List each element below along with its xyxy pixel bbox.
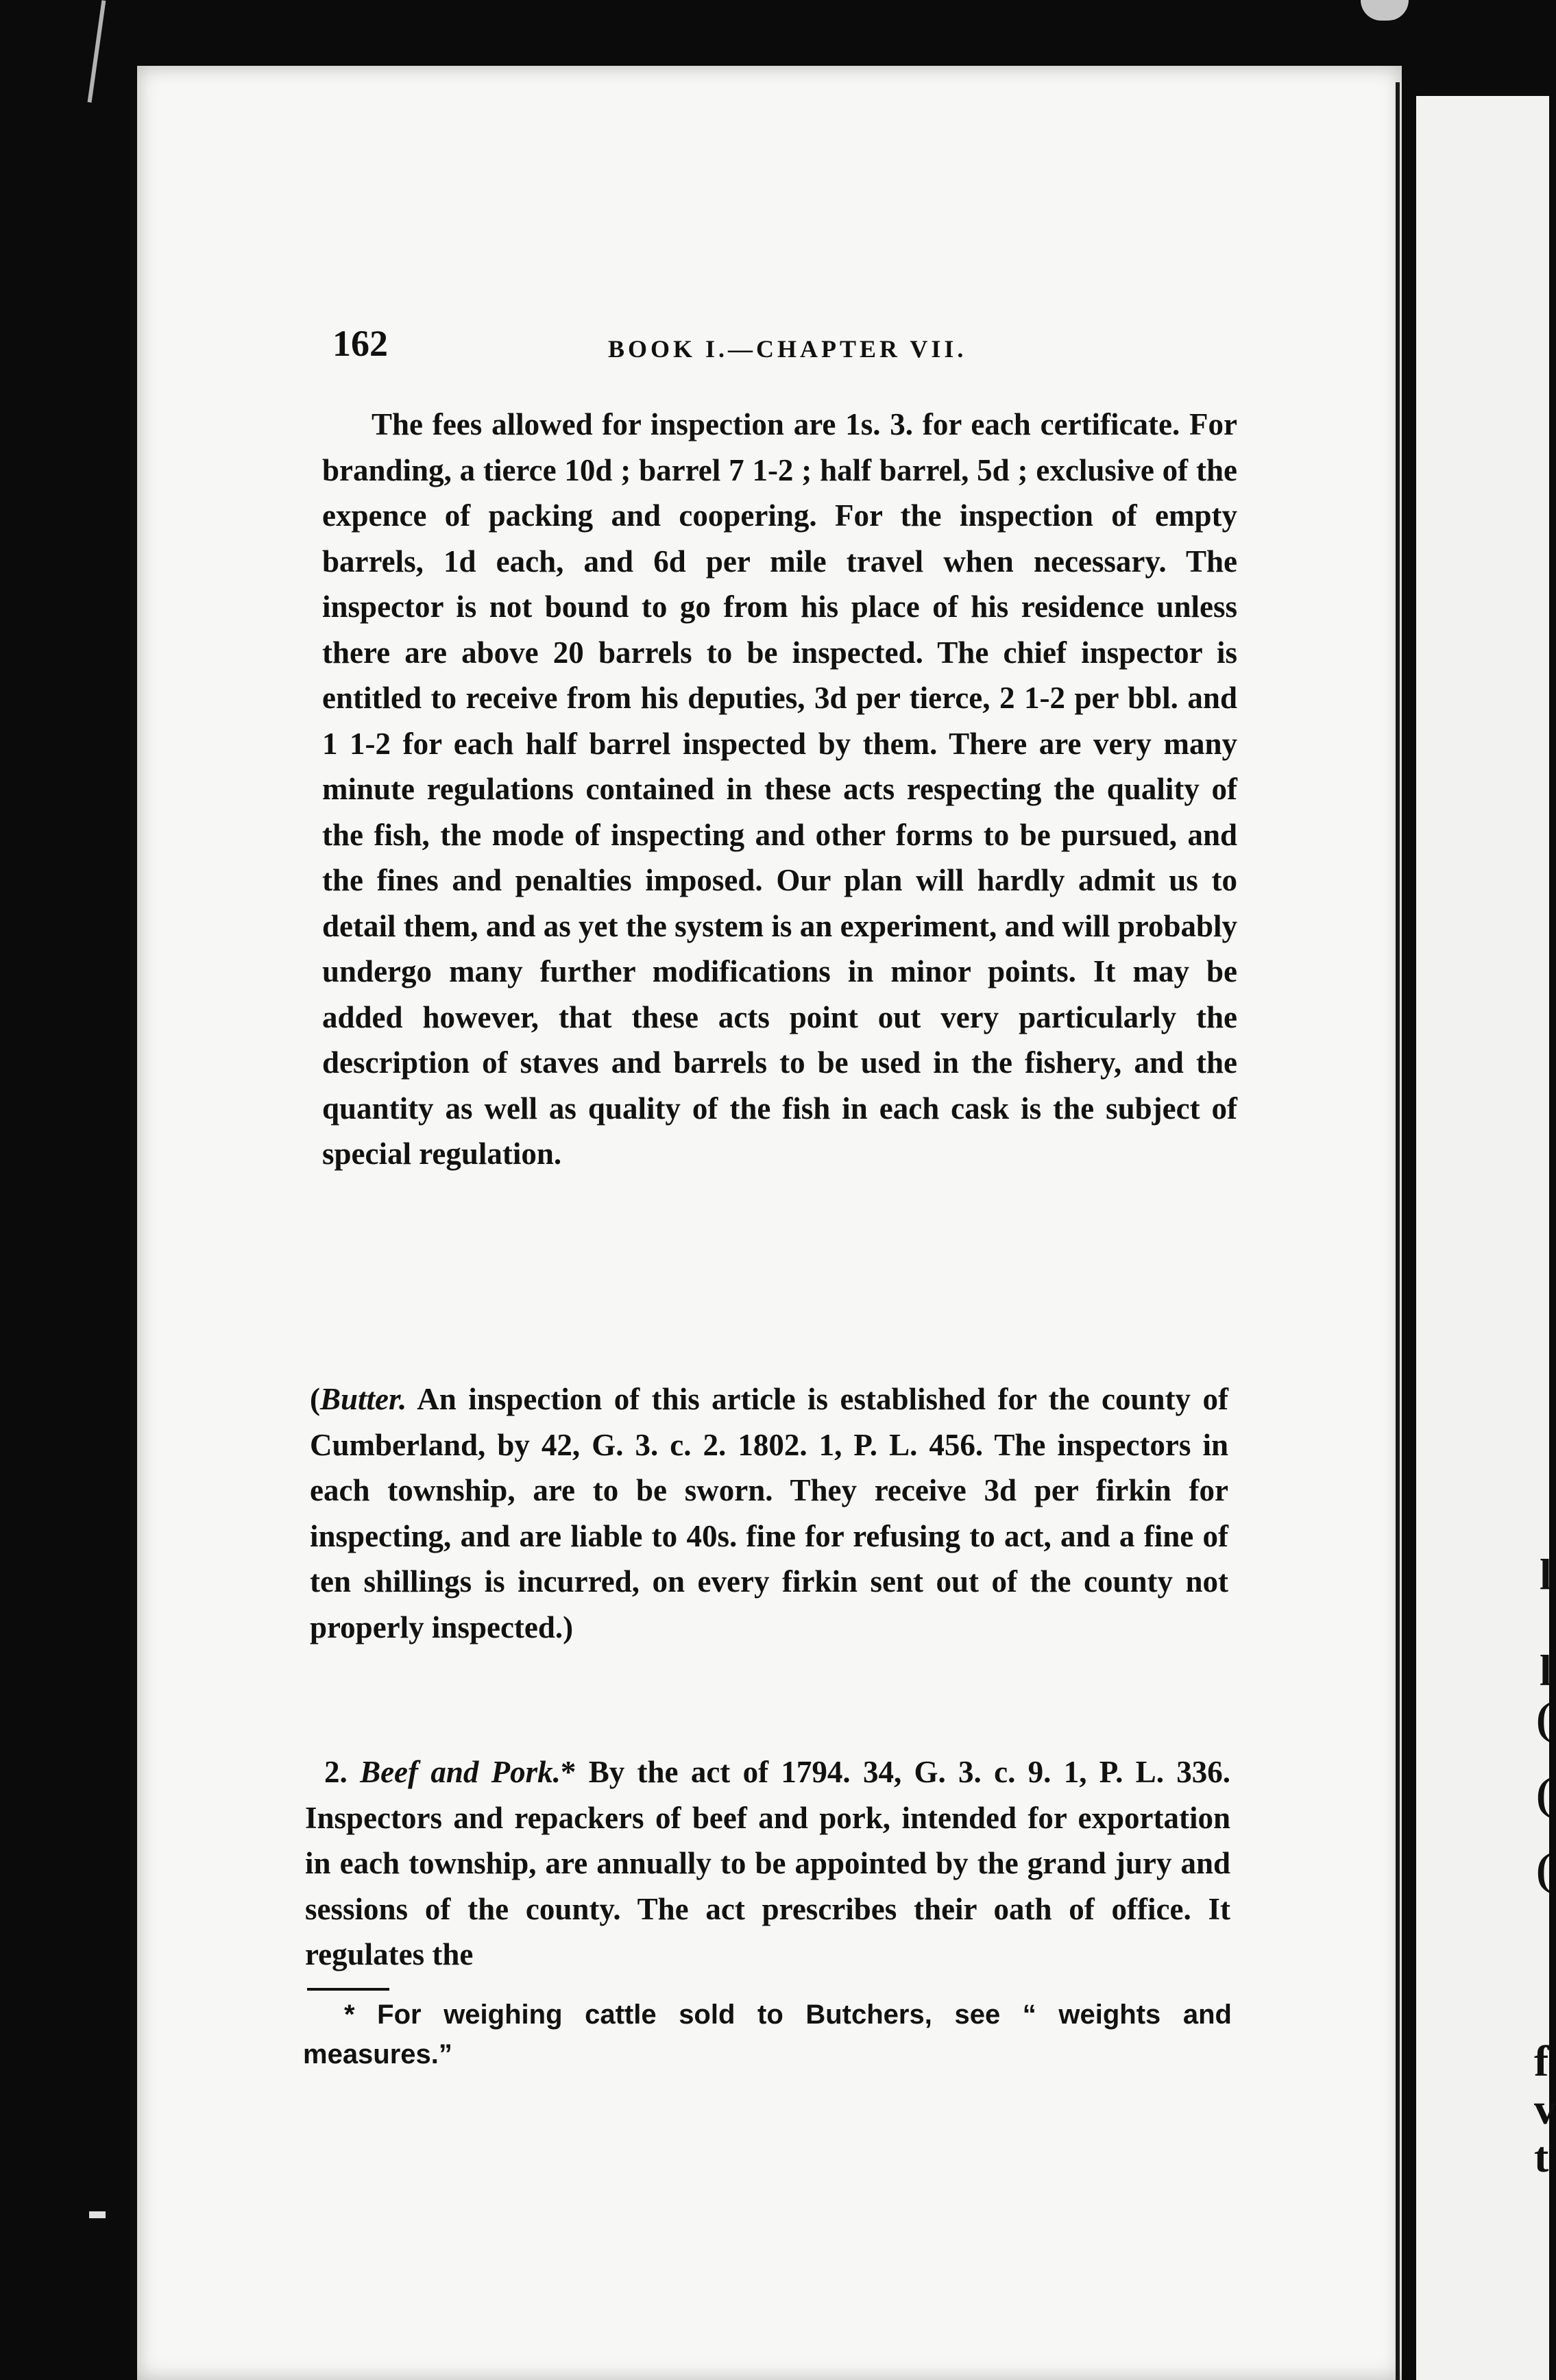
margin-fragment: ( <box>1536 1769 1551 1818</box>
footnote-rule <box>307 1988 389 1991</box>
margin-fragment: l <box>1540 1646 1552 1695</box>
paragraph-lead-butter: Butter. <box>320 1382 407 1416</box>
page-number: 162 <box>332 323 388 364</box>
paragraph-fees: The fees allowed for inspection are 1s. 3. for each certificate. For branding, a tierce 10d ; barrel 7 1-2 ; half barrel, 5d ; exclusive of the expence of packing and coopering. For the inspection of empty barrels, 1d each, and 6d per mile travel when necessary. The inspector is not bound to go from his place of his residence unless there are above 20 barrels to be inspected. The chief inspector is entitled to receive from his deputies, 3d per tierce, 2 1-2 per bbl. and 1 1-2 for each half barrel inspected by them. There are very many minute regulations contained in these acts respecting the quality of the fish, the mode of inspecting and other forms to be pursued, and the fines and penalties imposed. Our plan will hardly admit us to detail them, and as yet the system is an experiment, and will probably undergo many further modifications in minor points. It may be added however, that these acts point out very particularly the description of staves and barrels to be used in the fishery, and the quantity as well as quality of the fish in each cask is the subject of special regulation. <box>322 407 1237 1171</box>
scan-edge-mark <box>88 0 106 102</box>
paragraph-beef-pork <box>305 1749 1230 1978</box>
paragraph-body-butter: An inspection of this article is established for the county of Cumberland, by 42, G. 3. c. 2. 1802. 1, P. L. 456. The inspectors in each township, are to be sworn. They receive 3d per firkin for inspecting, and are liable to 40s. fine for refusing to act, and a fine of ten shillings is incurred, on every firkin sent out of the county not properly inspected.) <box>310 1382 1228 1644</box>
scan-edge-mark-top <box>1361 0 1409 21</box>
paragraph-lead-beef-pork: Beef and Pork. <box>360 1755 561 1789</box>
page-header <box>332 322 1230 377</box>
margin-fragment: f <box>1534 2037 1549 2085</box>
running-head: BOOK I.—CHAPTER VII. <box>608 335 967 363</box>
paragraph-open-paren: ( <box>310 1382 320 1416</box>
margin-fragment: ( <box>1536 1694 1551 1742</box>
footnote: * For weighing cattle sold to Butchers, see “ weights and measures.” <box>303 2000 1232 2069</box>
margin-fragment: l <box>1540 1550 1552 1599</box>
page-gutter <box>1396 82 1400 2380</box>
paragraph-number: 2. <box>324 1755 361 1789</box>
margin-fragment: v <box>1534 2085 1556 2133</box>
margin-fragment: t <box>1534 2133 1549 2181</box>
paragraph-body-beef-pork: * By the act of 1794. 34, G. 3. c. 9. 1, P. L. 336. Inspectors and repackers of beef and pork, intended for exportation in each township, are annually to be appointed by the grand jury and sessions of the county. The act prescribes their oath of office. It regulates the <box>305 1755 1230 1971</box>
margin-fragment: ( <box>1536 1845 1551 1893</box>
scan-edge-dash <box>89 2211 106 2218</box>
facing-page-edge <box>1416 96 1556 2380</box>
paragraph-butter <box>310 1376 1228 1650</box>
